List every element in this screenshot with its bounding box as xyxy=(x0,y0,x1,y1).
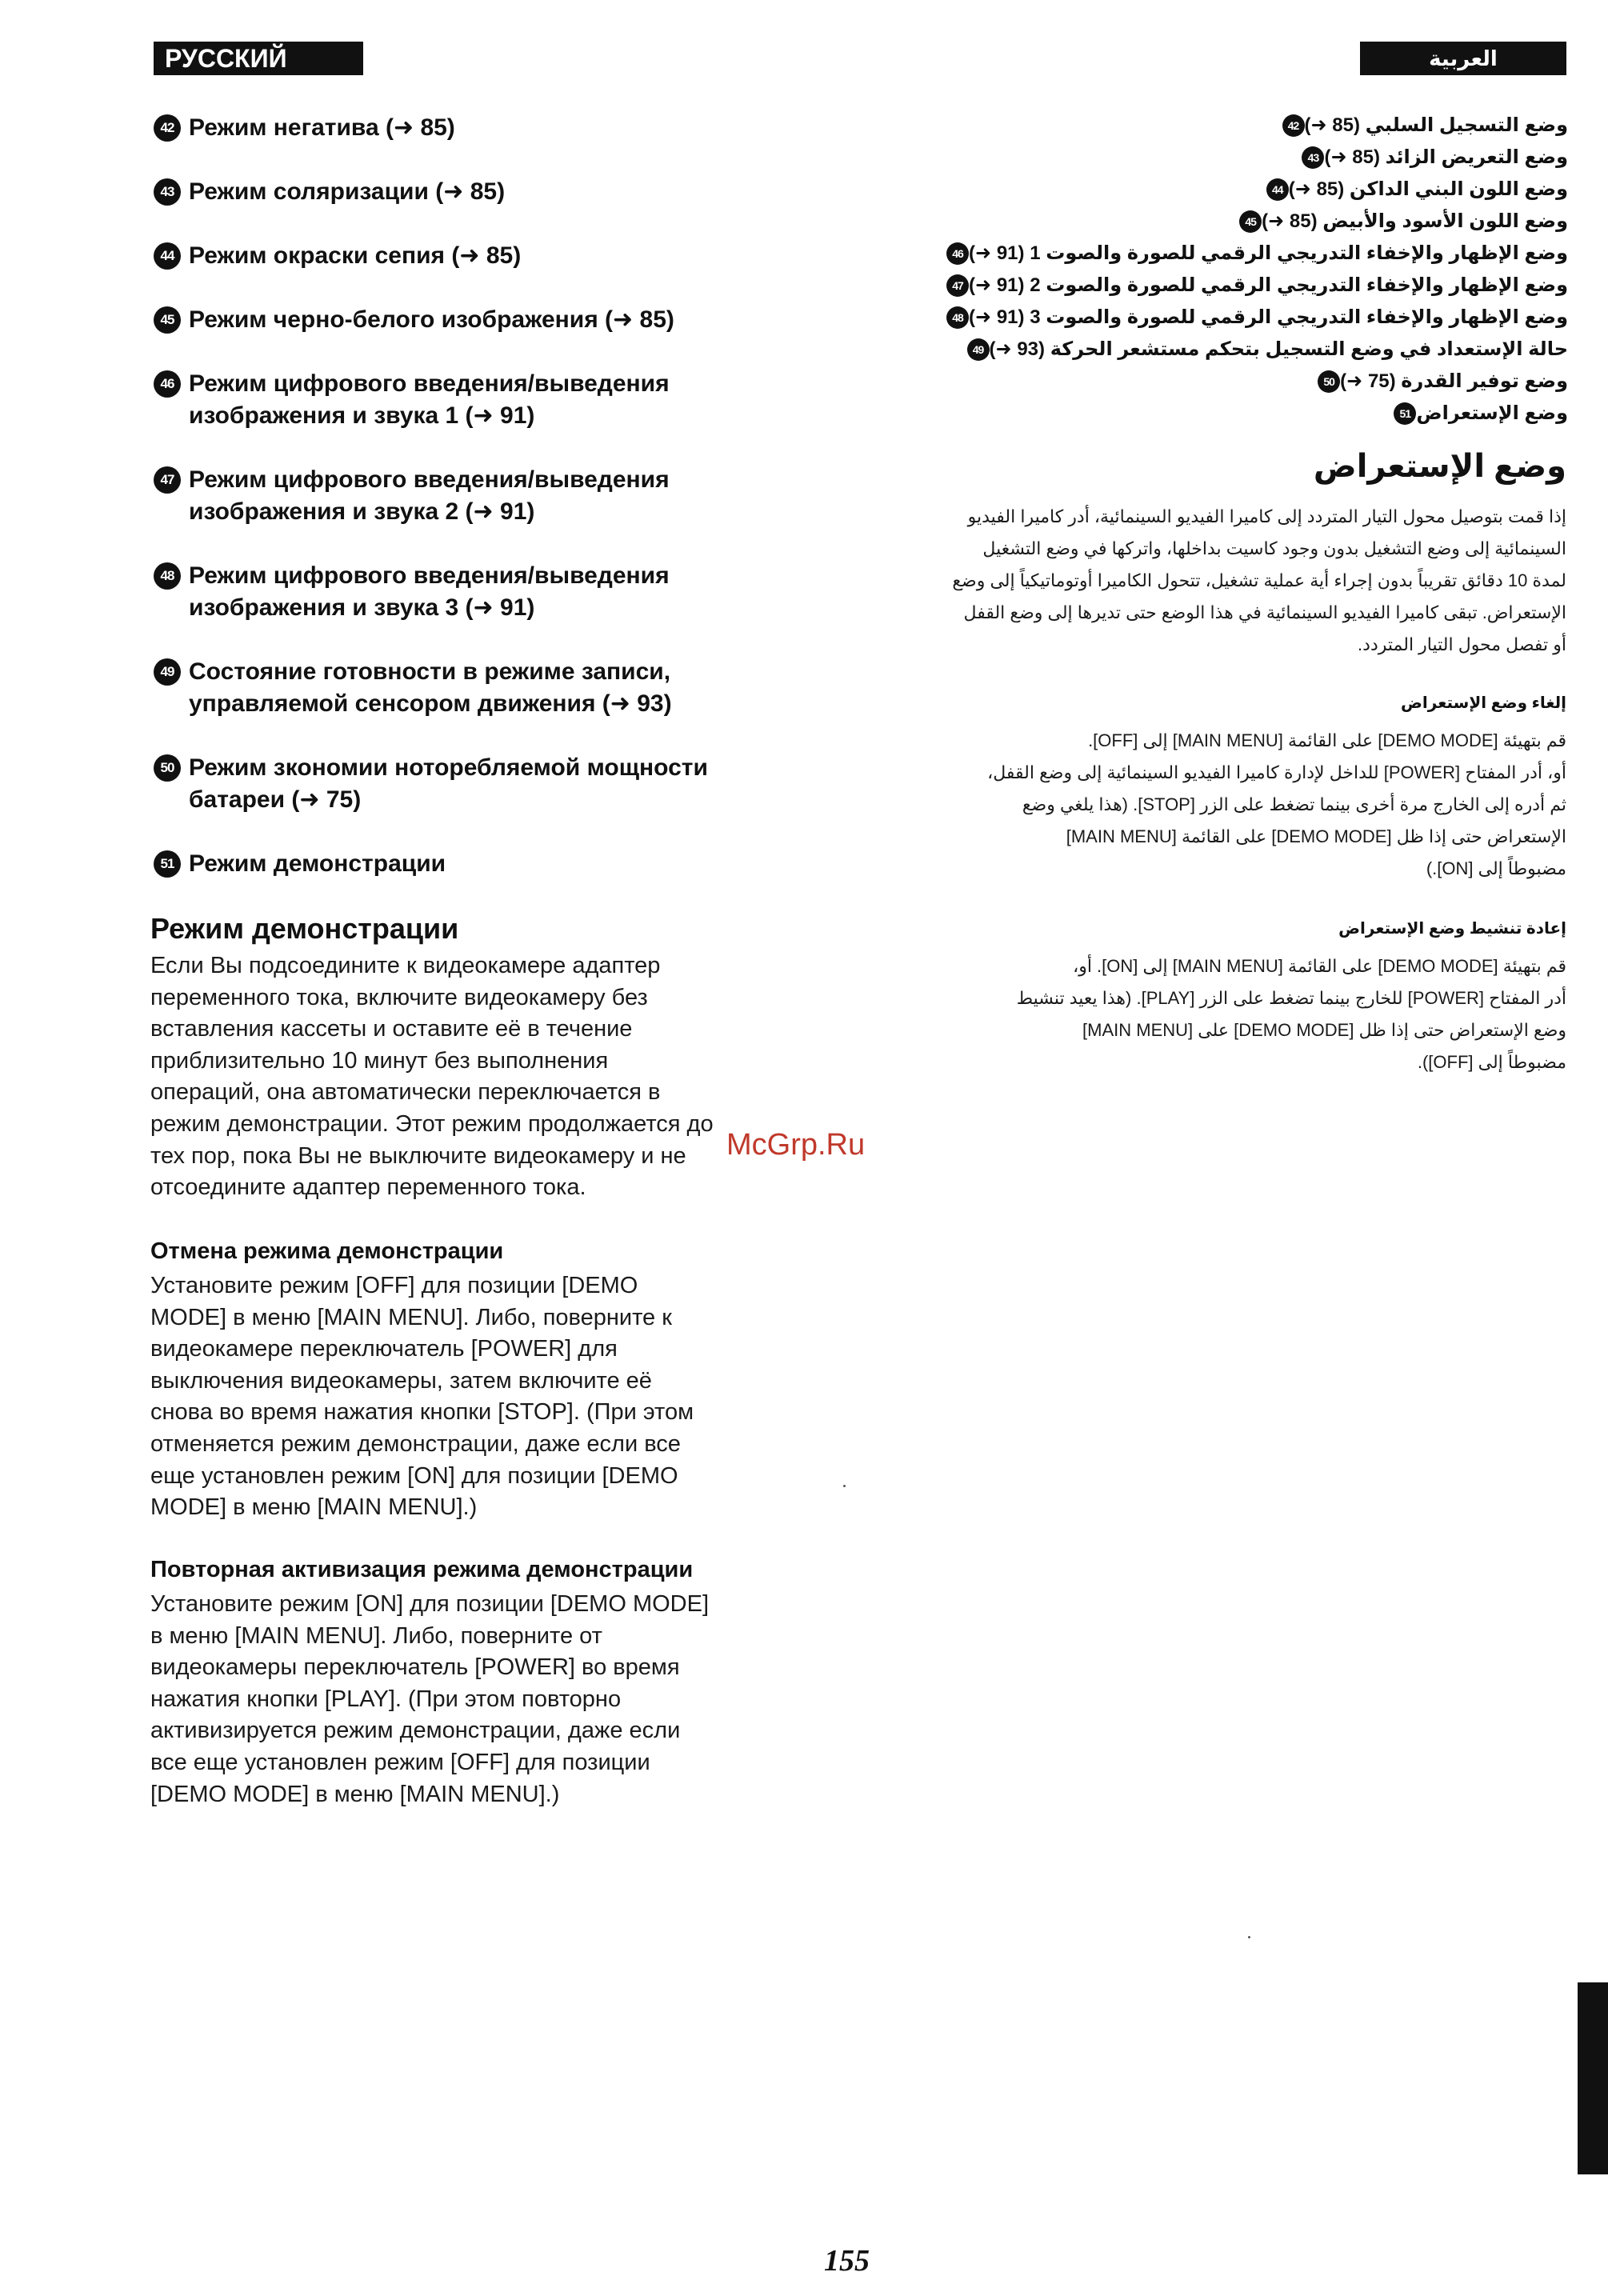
list-item xyxy=(154,368,670,432)
list-item xyxy=(154,176,505,208)
number-badge: 46 xyxy=(946,242,969,265)
number-badge: 48 xyxy=(946,306,969,329)
list-item-text: Режим соляризации (➜ 85) xyxy=(189,178,506,205)
list-item-text: وضع اللون البني الداكن (85 ➜) xyxy=(1288,178,1568,200)
number-badge: 43 xyxy=(154,178,181,206)
list-item xyxy=(1258,174,1568,205)
list-item-text: وضع توفير القدرة (75 ➜) xyxy=(1340,370,1568,392)
ar-language-label: العربية xyxy=(1360,42,1566,75)
list-item-text: حالة الإستعداد في وضع التسجيل بتحكم مستشعر الحركة (93 ➜) xyxy=(989,338,1568,360)
list-item xyxy=(1231,206,1568,237)
ru-section-title: Режим демонстрации xyxy=(150,912,459,945)
page-number: 155 xyxy=(824,2244,870,2278)
list-item-text: وضع الإظهار والإخفاء التدريجي الرقمي للصورة والصوت 2 (91 ➜) xyxy=(969,274,1568,296)
list-item xyxy=(1310,366,1568,397)
ru-intro-paragraph: Если Вы подсоедините к видеокамере адаптер переменного тока, включите видеокамеру без вставления кассеты и оставите её в течение приблизительно 10 минут без выполнения операций, она автоматически переключается в режим демонстрации. Этот режим продолжается до тех пор, пока Вы не выключите видеокамеру и не отсоедините адаптер переменного тока. xyxy=(150,953,714,1201)
list-item xyxy=(1294,142,1568,173)
number-badge: 44 xyxy=(154,242,181,270)
number-badge: 45 xyxy=(1239,210,1262,233)
number-badge: 44 xyxy=(1266,178,1289,201)
list-item xyxy=(154,848,446,880)
ar-cancel-paragraph: قم بتهيئة [DEMO MODE] على القائمة [MAIN MENU] إلى [OFF]. أو، أدر المفتاح [POWER] للداخل لإدارة كاميرا الفيديو السينمائية إلى وضع القفل، ثم أدره إلى الخارج مرة أخرى بينما تضغط على الزر [STOP]. (هذا يلغي وضع الإستعراض حتى إذا ظل [DEMO MODE] على القائمة [MAIN MENU] مضبوطاً إلى [ON].) xyxy=(987,730,1566,878)
list-item-text: Режим цифрового введения/выведения изображения и звука 3 (➜ 91) xyxy=(189,562,670,621)
watermark: McGrp.Ru xyxy=(726,1128,866,1162)
number-badge: 49 xyxy=(154,658,181,686)
list-item-text: وضع الإظهار والإخفاء التدريجي الرقمي للصورة والصوت 1 (91 ➜) xyxy=(969,242,1568,264)
list-item-text: Режим цифрового введения/выведения изображения и звука 1 (➜ 91) xyxy=(189,370,670,429)
list-item-text: Режим окраски сепия (➜ 85) xyxy=(189,242,522,269)
number-badge: 42 xyxy=(1282,114,1305,137)
number-badge: 42 xyxy=(154,114,181,142)
list-item-text: Режим черно-белого изображения (➜ 85) xyxy=(189,306,674,333)
list-item xyxy=(154,752,708,816)
list-item-text: وضع التعريض الزائد (85 ➜) xyxy=(1324,146,1568,168)
list-item xyxy=(154,240,521,272)
list-item-text: Режим негатива (➜ 85) xyxy=(189,114,455,141)
list-item xyxy=(154,112,455,144)
number-badge: 50 xyxy=(154,754,181,782)
ru-cancel-title: Отмена режима демонстрации xyxy=(150,1238,504,1264)
list-item xyxy=(959,334,1568,365)
list-item-text: وضع الإظهار والإخفاء التدريجي الرقمي للصورة والصوت 3 (91 ➜) xyxy=(969,306,1568,328)
list-item xyxy=(1274,110,1569,141)
number-badge: 47 xyxy=(154,466,181,494)
list-item-text: وضع التسجيل السلبي (85 ➜) xyxy=(1304,114,1568,136)
list-item xyxy=(938,302,1568,333)
list-item xyxy=(154,464,670,528)
ru-language-label: РУССКИЙ ЯЗЫК xyxy=(154,42,363,75)
ru-reactivate-title: Повторная активизация режима демонстрации xyxy=(150,1557,694,1582)
list-item xyxy=(154,560,670,624)
number-badge: 50 xyxy=(1318,370,1340,393)
ar-cancel-title: إلغاء وضع الإستعراض xyxy=(1401,694,1566,712)
list-item-text: وضع الإستعراض xyxy=(1416,402,1568,424)
ru-reactivate-paragraph: Установите режим [ON] для позиции [DEMO MODE] в меню [MAIN MENU]. Либо, поверните от видеокамеры переключатель [POWER] во время нажатия кнопки [PLAY]. (При этом повторно активизируется режим демонстрации, даже если все еще установлен режим [OFF] для позиции [DEMO MODE] в меню [MAIN MENU].) xyxy=(150,1591,709,1807)
ar-reactivate-title: إعادة تنشيط وضع الإستعراض xyxy=(1338,920,1566,938)
list-item xyxy=(154,304,674,336)
number-badge: 49 xyxy=(967,338,990,361)
number-badge: 51 xyxy=(154,850,181,878)
number-badge: 45 xyxy=(154,306,181,334)
list-item xyxy=(1386,398,1568,429)
ru-cancel-paragraph: Установите режим [OFF] для позиции [DEMO MODE] в меню [MAIN MENU]. Либо, поверните к видеокамере переключатель [POWER] для выключения видеокамеры, затем включите её снова во время нажатия кнопки [STOP]. (При этом отменяется режим демонстрации, даже если все еще установлен режим [ON] для позиции [DEMO MODE] в меню [MAIN MENU].) xyxy=(150,1273,694,1521)
ar-section-title: وضع الإستعراض xyxy=(1313,449,1566,484)
list-item-text: وضع اللون الأسود والأبيض (85 ➜) xyxy=(1262,210,1568,232)
list-item-text: Режим демонстрации xyxy=(189,850,446,877)
number-badge: 47 xyxy=(946,274,969,297)
number-badge: 46 xyxy=(154,370,181,398)
list-item xyxy=(154,656,672,720)
scan-speck xyxy=(843,1485,846,1487)
list-item-text: Режим цифрового введения/выведения изображения и звука 2 (➜ 91) xyxy=(189,466,670,525)
list-item xyxy=(938,270,1568,301)
number-badge: 43 xyxy=(1302,146,1324,169)
ar-intro-paragraph: إذا قمت بتوصيل محول التيار المتردد إلى كاميرا الفيديو السينمائية، أدر كاميرا الفيديو السينمائية إلى وضع التشغيل بدون وجود كاسيت بداخلها، واتركها في وضع التشغيل لمدة 10 دقائق تقريباً بدون إجراء أية عملية تشغيل، تتحول الكاميرا أوتوماتيكياً إلى وضع الإستعراض. تبقى كاميرا الفيديو السينمائية في هذا الوضع حتى تديرها إلى وضع القفل أو تفصل محول التيار المتردد. xyxy=(952,506,1566,654)
list-item xyxy=(938,238,1568,269)
side-thumb-tab xyxy=(1578,1982,1608,2174)
list-item-text: Состояние готовности в режиме записи, управляемой сенсором движения (➜ 93) xyxy=(189,658,672,717)
ar-reactivate-paragraph: قم بتهيئة [DEMO MODE] على القائمة [MAIN MENU] إلى [ON]. أو، أدر المفتاح [POWER] للخارج بينما تضغط على الزر [PLAY]. (هذا يعيد تنشيط وضع الإستعراض حتى إذا ظل [DEMO MODE] على [MAIN MENU] مضبوطاً إلى [OFF]). xyxy=(1016,956,1566,1072)
number-badge: 51 xyxy=(1394,402,1416,425)
scan-speck xyxy=(1248,1936,1250,1938)
list-item-text: Режим зкономии ноторебляемой мощности батареи (➜ 75) xyxy=(189,754,708,813)
number-badge: 48 xyxy=(154,562,181,590)
